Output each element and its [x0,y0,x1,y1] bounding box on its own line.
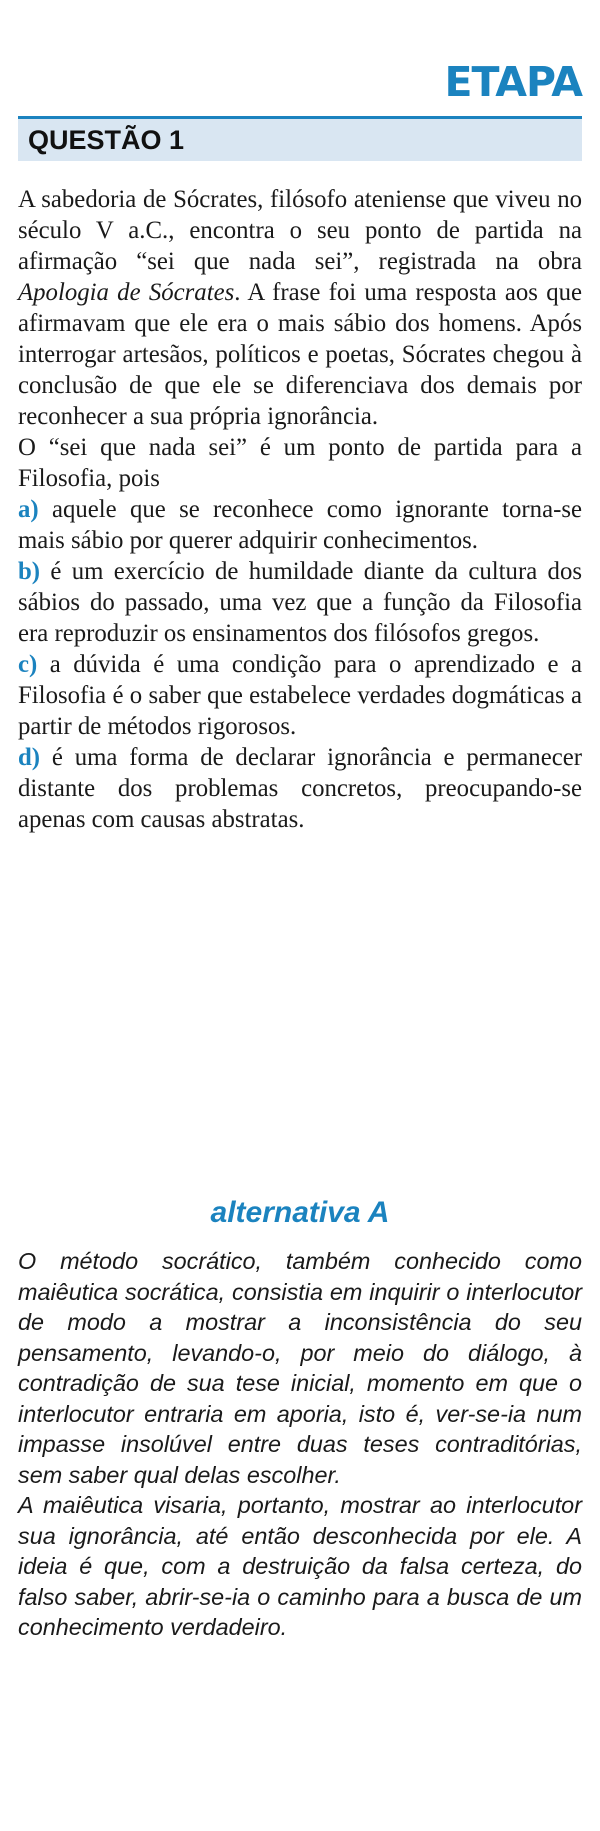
statement-part-2: . A frase foi uma resposta aos que afirmavam que ele era o mais sábio dos homens. Após interrogar artesãos, políticos e poetas, Sócrates chegou à conclusão de que ele se diferenciava dos demais por reconhecer a sua própria ignorância. [18,279,582,430]
option-letter: d) [18,744,41,771]
option-d [18,742,582,835]
option-a [18,494,582,556]
option-text: é um exercício de humildade diante da cultura dos sábios do passado, uma vez que a função da Filosofia era reproduzir os ensinamentos dos filósofos gregos. [18,558,582,647]
option-c [18,649,582,742]
statement-work-title: Apologia de Sócrates [18,279,235,306]
question-header-bar [18,119,582,161]
answer-explanation [18,1246,582,1643]
option-text: é uma forma de declarar ignorância e permanecer distante dos problemas concretos, preocupando-se apenas com causas abstratas. [18,744,582,833]
answer-title: alternativa A [210,1196,390,1229]
statement-part-1: A sabedoria de Sócrates, filósofo ateniense que viveu no século V a.C., encontra o seu ponto de partida na afirmação “sei que nada sei”, registrada na obra [18,186,582,275]
option-b [18,556,582,649]
option-letter: a) [18,496,39,523]
explanation-paragraph: A maiêutica visaria, portanto, mostrar ao interlocutor sua ignorância, até então desconhecida por ele. A ideia é que, com a destruição da falsa certeza, do falso saber, abrir-se-ia o caminho para a busca de um conhecimento verdadeiro. [18,1492,582,1640]
question-statement [18,184,582,432]
option-letter: b) [18,558,41,585]
option-text: a dúvida é uma condição para o aprendizado e a Filosofia é o saber que estabelece verdades dogmáticas a partir de métodos rigorosos. [18,651,582,740]
question-body [18,184,582,835]
explanation-paragraph: O método socrático, também conhecido como maiêutica socrática, consistia em inquirir o interlocutor de modo a mostrar a inconsistência do seu pensamento, levando-o, por meio do diálogo, à contradição de sua tese inicial, momento em que o interlocutor entraria em aporia, isto é, ver-se-ia num impasse insolúvel entre duas teses contraditórias, sem saber qual delas escolher. [18,1248,582,1488]
question-prompt: O “sei que nada sei” é um ponto de partida para a Filosofia, pois [18,434,582,492]
option-letter: c) [18,651,38,678]
brand-logo: ETAPA [444,58,582,106]
option-text: aquele que se reconhece como ignorante torna-se mais sábio por querer adquirir conhecimentos. [18,496,582,554]
question-title: QUESTÃO 1 [28,125,185,155]
